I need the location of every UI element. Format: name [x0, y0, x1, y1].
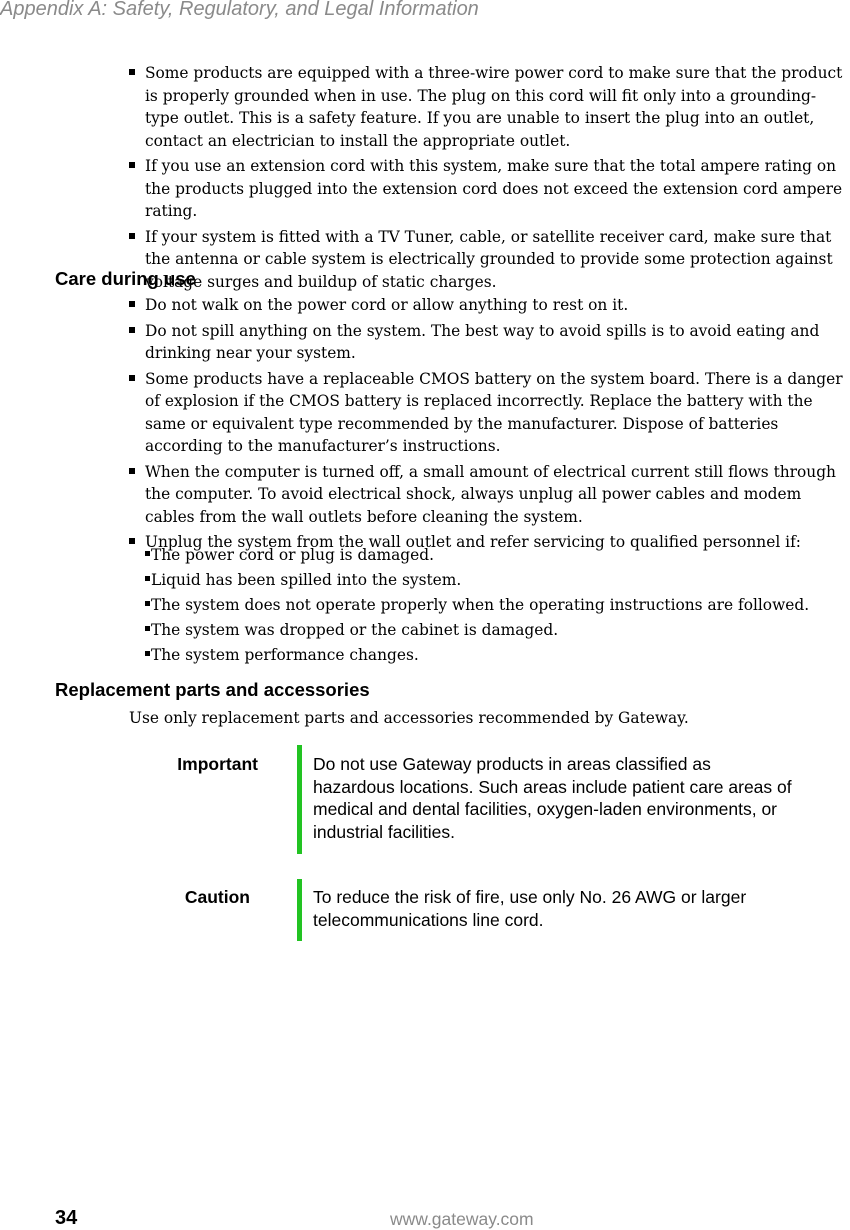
list-item: If your system is fitted with a TV Tuner, cable, or satellite receiver card, make sure that the antenna or cable system is electrically grounded to provide some protection against voltage surges and buildup of static charges. [129, 226, 847, 294]
important-text: Do not use Gateway products in areas classified as hazardous locations. Such areas include patient care areas of medical and dental facilities, oxygen-laden environments, or industrial facilities. [313, 754, 792, 842]
care-bullet-list [129, 294, 847, 557]
list-item: Do not walk on the power cord or allow anything to rest on it. [129, 294, 847, 317]
list-item: When the computer is turned off, a small amount of electrical current still flows through the computer. To avoid electrical shock, always unplug all power cables and modem cables from the wall outlets before cleaning the system. [129, 461, 847, 529]
running-title: Appendix A: Safety, Regulatory, and Legal Information [0, 0, 479, 20]
important-bar [297, 745, 302, 854]
list-item: Unplug the system from the wall outlet and refer servicing to qualified personnel if: [129, 531, 847, 554]
care-sub-bullet-list [145, 544, 809, 669]
list-item: Some products are equipped with a three-wire power cord to make sure that the product is properly grounded when in use. The plug on this cord will fit only into a grounding-type outlet. This is a safety feature. If you are unable to insert the plug into an outlet, contact an electrician to install the appropriate outlet. [129, 62, 847, 152]
page-number: 34 [55, 1207, 78, 1229]
caution-label: Caution [184, 887, 250, 907]
intro-bullet-list [129, 62, 847, 296]
caution-text: To reduce the risk of fire, use only No. 26 AWG or larger telecommunications line cord. [313, 887, 747, 930]
list-item: The system was dropped or the cabinet is damaged. [145, 619, 809, 642]
replacement-text: Use only replacement parts and accessories recommended by Gateway. [129, 709, 689, 727]
caution-bar [297, 879, 302, 941]
list-item: The system performance changes. [145, 644, 809, 667]
important-label: Important [177, 754, 258, 774]
list-item: Liquid has been spilled into the system. [145, 569, 809, 592]
list-item: If you use an extension cord with this system, make sure that the total ampere rating on the products plugged into the extension cord does not exceed the extension cord ampere rating. [129, 155, 847, 223]
list-item: Some products have a replaceable CMOS battery on the system board. There is a danger of explosion if the CMOS battery is replaced incorrectly. Replace the battery with the same or equivalent type recommended by the manufacturer. Dispose of batteries according to the manufacturer’s instructions. [129, 368, 847, 458]
footer-url[interactable]: www.gateway.com [390, 1209, 534, 1229]
list-item: The system does not operate properly when the operating instructions are followed. [145, 594, 809, 617]
care-heading: Care during use [55, 268, 196, 289]
list-item: The power cord or plug is damaged. [145, 544, 809, 567]
list-item: Do not spill anything on the system. The best way to avoid spills is to avoid eating and drinking near your system. [129, 320, 847, 365]
replacement-heading: Replacement parts and accessories [55, 679, 370, 700]
